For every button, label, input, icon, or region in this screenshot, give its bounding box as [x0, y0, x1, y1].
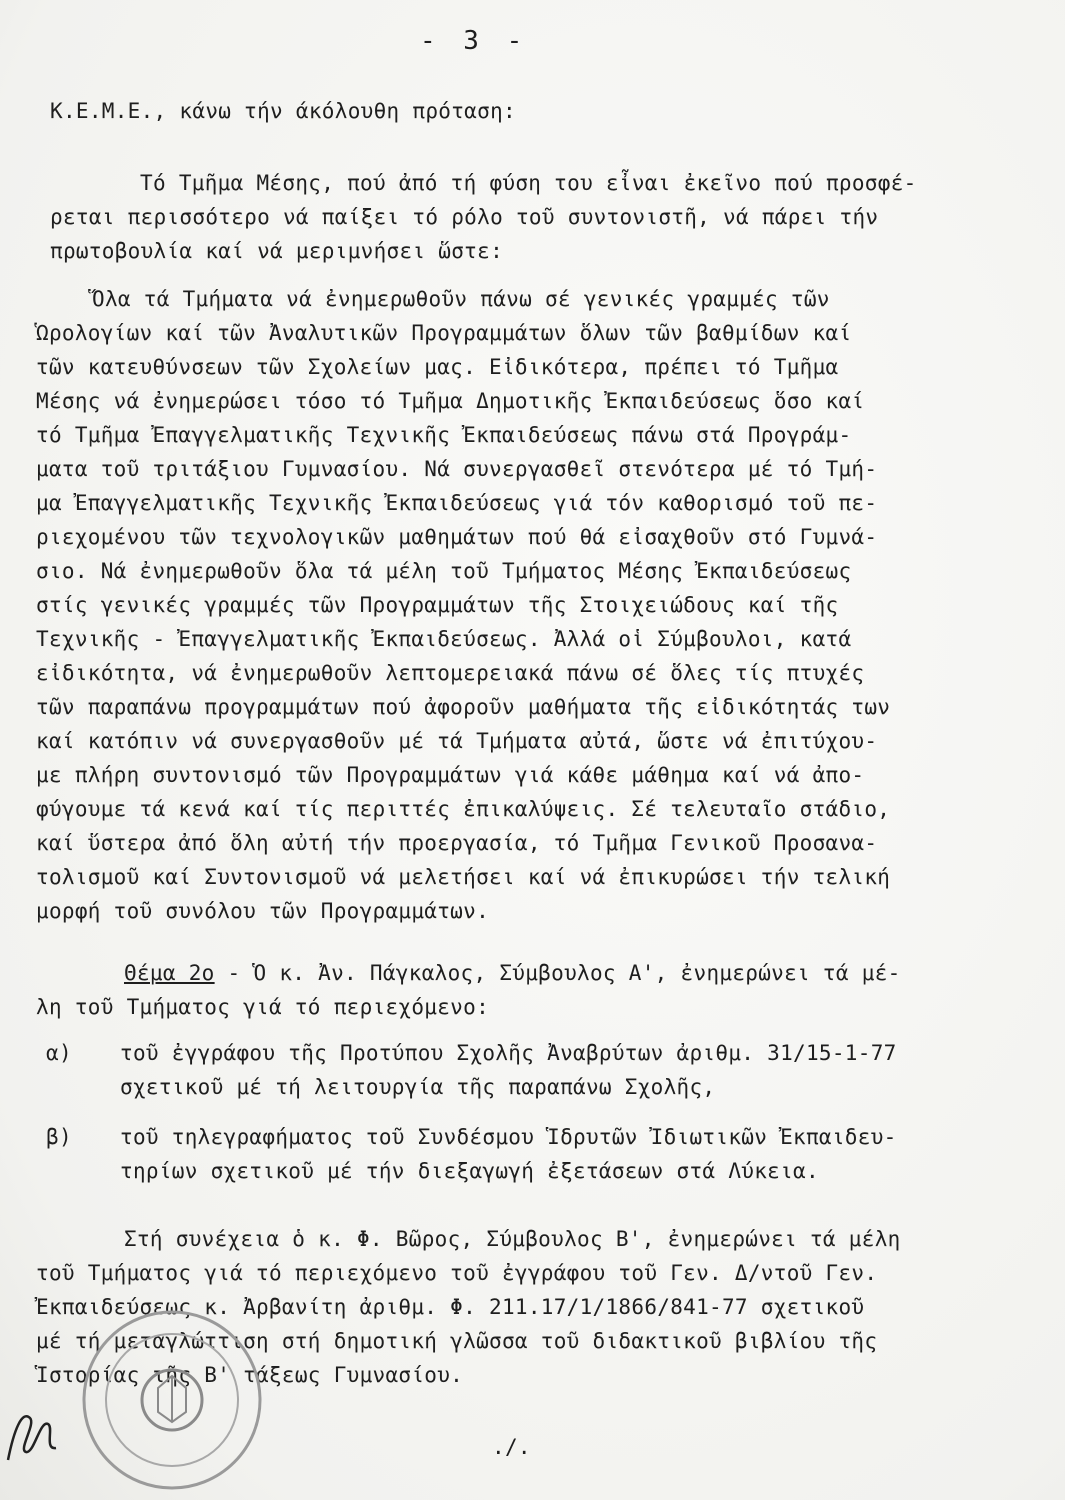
para3-line: μέ τή μεταγλώττιση στή δημοτική γλῶσσα τοῦ διδακτικοῦ βιβλίου τῆς — [36, 1329, 878, 1353]
theme-line-2: λη τοῦ Τμήματος γιά τό περιεχόμενο: — [36, 995, 490, 1019]
item-line: τοῦ ἐγγράφου τῆς Προτύπου Σχολῆς Ἀναβρύτων ἀριθμ. 31/15-1-77 — [120, 1041, 897, 1065]
para2-line: τολισμοῦ καί Συντονισμοῦ νά μελετήσει καί νά ἐπικυρώσει τήν τελική — [36, 865, 891, 889]
para2-line: ματα τοῦ τριτάξιου Γυμνασίου. Νά συνεργασθεῖ στενότερα μέ τό Τμή- — [36, 457, 878, 481]
para1-line: ρεται περισσότερο νά παίξει τό ρόλο τοῦ συντονιστῆ, νά πάρει τήν — [50, 205, 879, 229]
para2-line: Μέσης νά ἐνημερώσει τόσο τό Τμῆμα Δημοτικῆς Ἐκπαιδεύσεως ὅσο καί — [36, 389, 865, 413]
signature — [0, 1390, 70, 1470]
para2-line: καί ὕστερα ἀπό ὅλη αὐτή τήν προεργασία, τό Τμῆμα Γενικοῦ Προσανα- — [36, 831, 878, 855]
item-marker: α) — [46, 1041, 72, 1065]
intro-line: Κ.Ε.Μ.Ε., κάνω τήν άκόλουθη πρόταση: — [50, 99, 516, 123]
para1-line: πρωτοβουλία καί νά μεριμνήσει ὥστε: — [50, 239, 504, 263]
page-number: - 3 - — [420, 26, 529, 56]
item-line: τηρίων σχετικοῦ μέ τήν διεξαγωγή ἐξετάσεων στά Λύκεια. — [120, 1159, 819, 1183]
para2-line: καί κατόπιν νά συνεργασθοῦν μέ τά Τμήματα αὐτά, ὥστε νά ἐπιτύχου- — [36, 729, 878, 753]
para2-line: στίς γενικές γραμμές τῶν Προγραμμάτων τῆς Στοιχειώδους καί τῆς — [36, 593, 839, 617]
para2-line: σιο. Νά ἐνημερωθοῦν ὅλα τά μέλη τοῦ Τμήματος Μέσης Ἐκπαιδεύσεως — [36, 559, 852, 583]
item-marker: β) — [46, 1125, 72, 1149]
theme-text: - Ὁ κ. Ἀν. Πάγκαλος, Σύμβουλος Α', ἐνημερώνει τά μέ- — [214, 961, 901, 985]
para1-line: Τό Τμῆμα Μέσης, πού ἀπό τή φύση του εἶναι ἐκεῖνο πού προσφέ- — [140, 171, 917, 195]
para3-line: Ἐκπαιδεύσεως κ. Ἀρβανίτη ἀριθμ. Φ. 211.17/1/1866/841-77 σχετικοῦ — [36, 1295, 865, 1319]
para3-line: Στή συνέχεια ὁ κ. Φ. Βῶρος, Σύμβουλος Β', ἐνημερώνει τά μέλη — [124, 1227, 901, 1251]
para3-line: Ἱστορίας τῆς Β' τάξεως Γυμνασίου. — [36, 1363, 464, 1387]
para2-line: φύγουμε τά κενά καί τίς περιττές ἐπικαλύψεις. Σέ τελευταῖο στάδιο, — [36, 797, 891, 821]
para2-line: μα Ἐπαγγελματικῆς Τεχνικῆς Ἐκπαιδεύσεως γιά τόν καθορισμό τοῦ πε- — [36, 491, 878, 515]
para2-line: Ὅλα τά Τμήματα νά ἐνημερωθοῦν πάνω σέ γενικές γραμμές τῶν — [92, 287, 830, 311]
continuation-mark: ./. — [492, 1435, 531, 1459]
para3-line: τοῦ Τμήματος γιά τό περιεχόμενο τοῦ ἐγγράφου τοῦ Γεν. Δ/ντοῦ Γεν. — [36, 1261, 878, 1285]
para2-line: ριεχομένου τῶν τεχνολογικῶν μαθημάτων πού θά εἰσαχθοῦν στό Γυμνά- — [36, 525, 878, 549]
para2-line: τῶν κατευθύνσεων τῶν Σχολείων μας. Εἰδικότερα, πρέπει τό Τμῆμα — [36, 355, 839, 379]
item-line: σχετικοῦ μέ τή λειτουργία τῆς παραπάνω Σχολῆς, — [120, 1075, 716, 1099]
para2-line: με πλήρη συντονισμό τῶν Προγραμμάτων γιά κάθε μάθημα καί νά ἀπο- — [36, 763, 865, 787]
item-line: τοῦ τηλεγραφήματος τοῦ Συνδέσμου Ἱδρυτῶν Ἰδιωτικῶν Ἐκπαιδευ- — [120, 1125, 897, 1149]
para2-line: εἰδικότητα, νά ἐνημερωθοῦν λεπτομερειακά πάνω σέ ὅλες τίς πτυχές — [36, 661, 865, 685]
theme-line — [124, 960, 901, 986]
theme-label: Θέμα 2ο — [124, 961, 215, 985]
para2-line: Ὡρολογίων καί τῶν Ἀναλυτικῶν Προγραμμάτων ὅλων τῶν βαθμίδων καί — [36, 321, 852, 345]
para2-line: μορφή τοῦ συνόλου τῶν Προγραμμάτων. — [36, 899, 490, 923]
para2-line: Τεχνικῆς - Ἐπαγγελματικῆς Ἐκπαιδεύσεως. Ἀλλά οἱ Σύμβουλοι, κατά — [36, 627, 852, 651]
para2-line: τῶν παραπάνω προγραμμάτων πού ἀφοροῦν μαθήματα τῆς εἰδικότητάς των — [36, 695, 891, 719]
para2-line: τό Τμῆμα Ἐπαγγελματικῆς Τεχνικῆς Ἐκπαιδεύσεως πάνω στά Προγράμ- — [36, 423, 852, 447]
